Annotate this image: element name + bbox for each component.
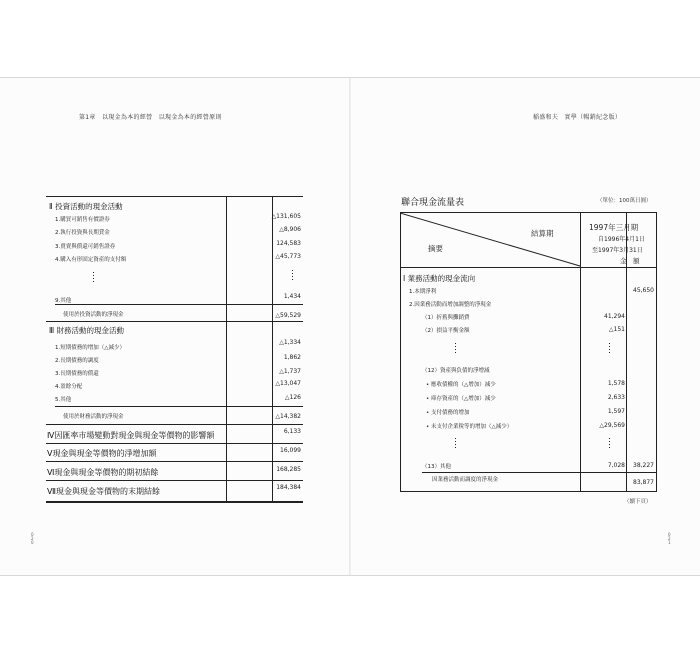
table-border-right xyxy=(656,213,657,491)
net-increase-value: 16,099 xyxy=(280,447,301,454)
investing-section-title: Ⅱ 投資活動的現金活動 xyxy=(49,202,123,211)
other-value: 7,028 xyxy=(607,462,625,469)
row-label: 1.購買可銷售有價證券 xyxy=(55,217,110,223)
period-end: 至1997年3月31日 xyxy=(592,247,643,254)
bullet-row-value: 1,578 xyxy=(607,380,625,387)
bullet-row-value: 1,597 xyxy=(607,408,625,415)
continued-note: （續下頁） xyxy=(624,499,652,505)
row-value: 41,294 xyxy=(604,313,625,320)
fiscal-year-heading: 1997年三月期 xyxy=(589,223,639,232)
section-rule xyxy=(46,461,303,462)
net-increase-label: Ⅴ現金與現金等價物的淨增加額 xyxy=(47,449,157,458)
bullet-row-label: • 應收債權的（△增加）減少 xyxy=(426,382,496,388)
row-value: △126 xyxy=(284,394,301,401)
page-fold xyxy=(349,78,351,575)
other-label: （13）其他 xyxy=(422,464,451,470)
amount-heading: 金 額 xyxy=(620,257,640,265)
fx-effect-value: 6,133 xyxy=(283,428,301,435)
asset-liability-title: （12）資產與負債的淨增減 xyxy=(422,368,490,374)
financing-section-title: Ⅲ 財務活動的現金活動 xyxy=(49,326,125,335)
cash-flow-statement-table xyxy=(400,212,657,492)
row-label: （1）折舊與攤銷費 xyxy=(422,315,470,321)
ellipsis-dots xyxy=(454,438,457,450)
financing-total-label: 使用於財務活動的淨現金 xyxy=(63,414,124,420)
net-income-label: 1.本期淨利 xyxy=(409,289,437,295)
operating-net-cash-value: 83,877 xyxy=(633,479,654,486)
left-page-number: 0 2 0 xyxy=(31,532,34,545)
section-rule xyxy=(46,443,303,444)
row-value: 1,434 xyxy=(283,293,301,300)
ellipsis-dots xyxy=(608,343,611,355)
closing-balance-value: 184,384 xyxy=(276,484,301,491)
adjustments-title: 2.因業務活動而增加調整的淨現金 xyxy=(409,302,492,308)
unit-note: （單位：100萬日圓） xyxy=(597,198,652,204)
bullet-row-label: • 未支付企業稅等的增加（△減少） xyxy=(426,424,513,430)
investing-total-label: 使用於投資活動的淨現金 xyxy=(63,312,124,318)
ellipsis-dots xyxy=(608,438,611,450)
opening-balance-value: 168,285 xyxy=(276,466,301,473)
row-value: △131,605 xyxy=(271,213,301,220)
net-income-value: 45,650 xyxy=(633,287,654,294)
bullet-row-label: • 支付債務的增加 xyxy=(426,410,470,416)
subtotal-rule xyxy=(422,472,657,473)
subtotal-rule xyxy=(55,304,303,305)
row-value: △1,334 xyxy=(279,339,301,346)
right-page-number: 0 2 1 xyxy=(668,532,671,545)
opening-balance-label: Ⅵ現金與現金等價物的期初結餘 xyxy=(47,468,159,477)
period-start: 自1996年4月1日 xyxy=(598,236,645,243)
adjustments-total: 38,227 xyxy=(633,462,654,469)
row-value: △151 xyxy=(608,326,625,333)
summary-heading: 摘要 xyxy=(428,244,443,253)
ellipsis-dots xyxy=(291,270,294,282)
row-label: 2.執行投資與長期貸金 xyxy=(55,230,110,236)
section-rule xyxy=(46,321,303,322)
header-rule xyxy=(400,267,657,268)
investing-total-value: △59,529 xyxy=(275,312,301,319)
right-running-header: 稲盛和夫 實學（暢銷紀念版） xyxy=(533,114,622,121)
left-running-header: 第1章 以現金為本的經營 以現金為本的經營原則 xyxy=(79,114,222,121)
bullet-row-value: △29,569 xyxy=(599,422,625,429)
row-label: 4.購入有形固定資產的支付額 xyxy=(55,257,127,263)
operating-section-title: Ⅰ 業務活動的現金流向 xyxy=(403,274,476,283)
bullet-row-value: 2,633 xyxy=(607,394,625,401)
row-value: 124,583 xyxy=(276,240,301,247)
bullet-row-label: • 庫存資產的（△增加）減少 xyxy=(426,396,496,402)
header-diagonal xyxy=(400,213,581,267)
row-value: △8,906 xyxy=(279,226,301,233)
row-value: △1,737 xyxy=(279,368,301,375)
cash-flow-table-continued xyxy=(46,196,303,503)
row-label: 1.短期債務的增加（△減少） xyxy=(55,345,125,351)
row-label: （2）損益平衡金額 xyxy=(422,328,470,334)
row-label: 3.長期債務的償還 xyxy=(55,371,99,377)
row-label: 3.賣賣與償還可銷售證券 xyxy=(55,244,116,250)
ellipsis-dots xyxy=(454,343,457,355)
row-label: 9.其他 xyxy=(55,298,72,304)
row-label: 4.盈餘分配 xyxy=(55,384,83,390)
section-rule xyxy=(46,480,303,481)
closing-balance-label: Ⅶ現金與現金等價物的末期結餘 xyxy=(47,487,160,496)
row-value: △45,773 xyxy=(275,253,301,260)
operating-net-cash-label: 因業務活動而調度的淨現金 xyxy=(432,477,499,483)
row-label: 2.長期債務的調度 xyxy=(55,358,99,364)
statement-title: 聯合現金流量表 xyxy=(401,198,465,208)
row-value: △13,047 xyxy=(275,380,301,387)
period-heading: 結算期 xyxy=(531,229,554,238)
financing-total-value: △14,382 xyxy=(275,413,301,420)
column-divider xyxy=(272,197,273,501)
ellipsis-dots xyxy=(92,272,95,284)
row-label: 5.其他 xyxy=(55,397,72,403)
fx-effect-label: Ⅳ因匯率市場變動對現金與現金等價物的影響額 xyxy=(47,431,215,440)
column-divider xyxy=(626,213,627,491)
subtotal-rule xyxy=(55,406,303,407)
section-rule xyxy=(46,424,303,425)
column-divider xyxy=(226,197,227,501)
row-value: 1,862 xyxy=(283,354,301,361)
